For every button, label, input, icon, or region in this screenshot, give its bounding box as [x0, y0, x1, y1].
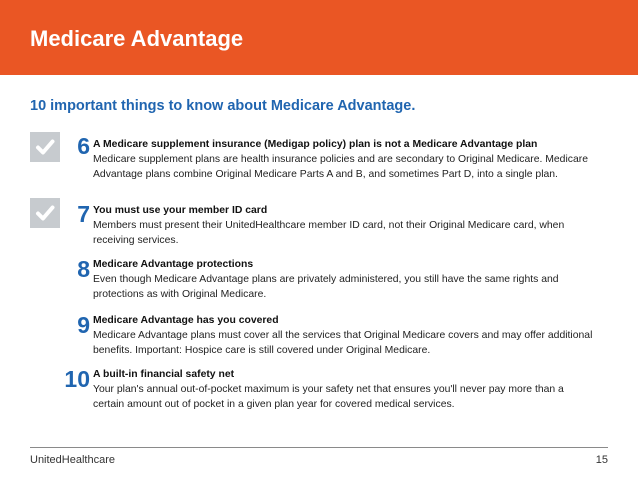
item-number: 7: [77, 201, 90, 227]
item-body: Even though Medicare Advantage plans are privately administered, you still have the same rights and protections as with Original Medicare.: [93, 274, 559, 300]
item-content: [93, 257, 593, 302]
item-content: [93, 313, 593, 358]
item-title: A built-in financial safety net: [93, 369, 235, 380]
item-content: [93, 203, 593, 248]
item-title: Medicare Advantage has you covered: [93, 315, 279, 326]
footer-divider: [30, 447, 608, 448]
header-banner: [0, 0, 638, 75]
item-title: Medicare Advantage protections: [93, 259, 254, 270]
item-body: Medicare supplement plans are health insurance policies and are secondary to Original Medicare. Medicare Advantage plans combine Original Medicare Parts A and B, and sometimes Part D, into a single plan.: [93, 154, 588, 180]
item-number: 9: [77, 312, 90, 338]
item-content: [93, 367, 593, 412]
footer-brand: UnitedHealthcare: [30, 454, 115, 466]
item-number: 6: [77, 133, 90, 159]
page-title: Medicare Advantage: [30, 26, 244, 51]
item-number: 10: [64, 366, 90, 392]
item-title: A Medicare supplement insurance (Medigap policy) plan is not a Medicare Advantage plan: [93, 139, 538, 150]
item-body: Your plan's annual out-of-pocket maximum is your safety net that ensures you'll never pay more than a certain amount out of pocket in a given plan year for covered medical services.: [93, 384, 564, 410]
page-number: 15: [595, 454, 608, 466]
item-content: [93, 137, 593, 182]
item-body: Members must present their UnitedHealthcare member ID card, not their Original Medicare card, when receiving services.: [93, 220, 565, 246]
item-title: You must use your member ID card: [93, 205, 268, 216]
item-body: Medicare Advantage plans must cover all the services that Original Medicare covers and may offer additional benefits. Important: Hospice care is still covered under Original Medicare.: [93, 330, 593, 356]
section-subtitle: 10 important things to know about Medicare Advantage.: [30, 98, 416, 114]
item-number: 8: [77, 256, 90, 282]
